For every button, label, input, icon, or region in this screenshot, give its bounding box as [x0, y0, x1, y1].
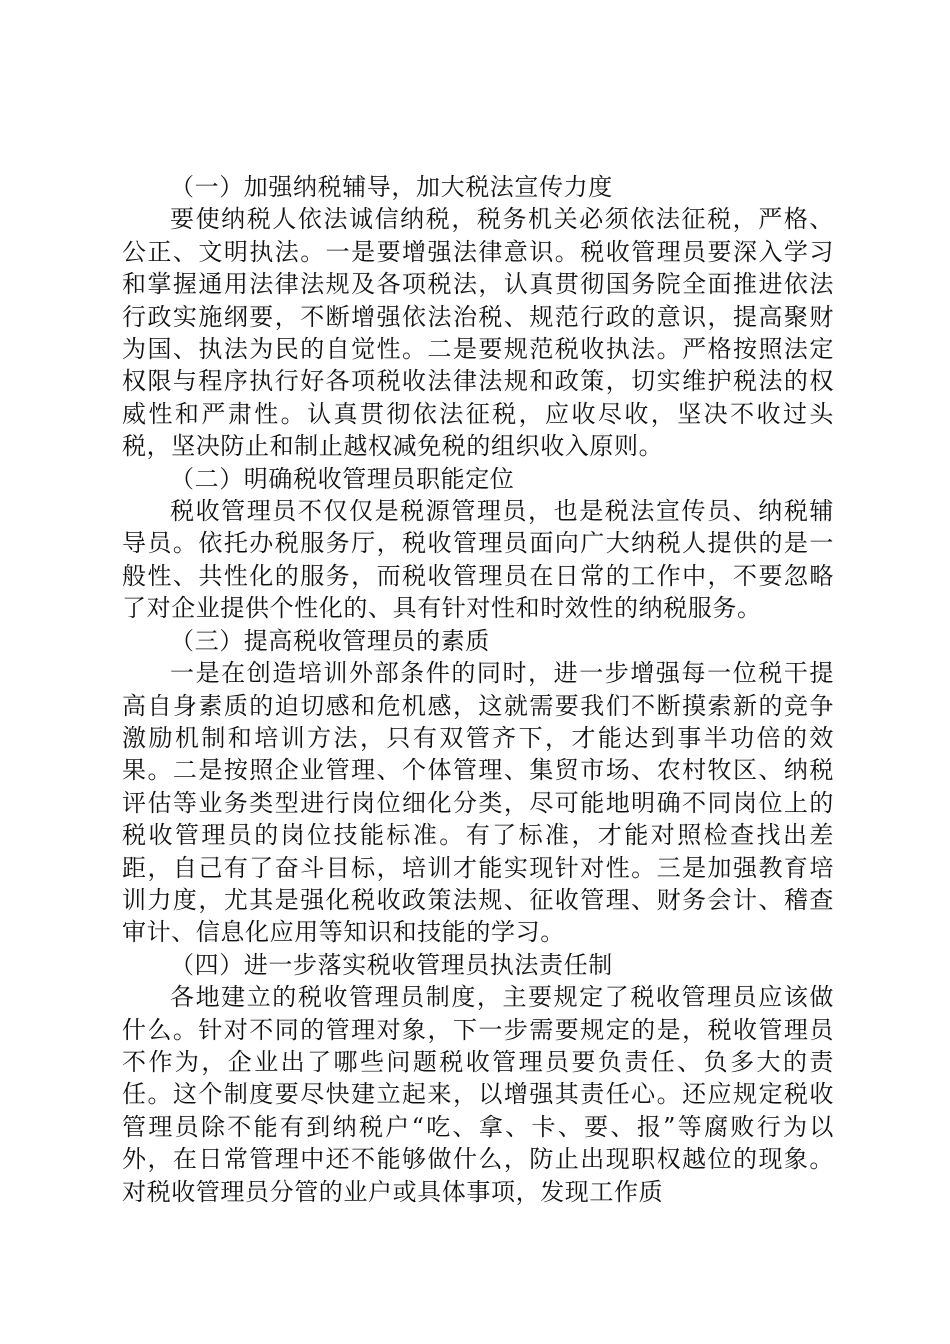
- section-paragraph-3: 一是在创造培训外部条件的同时，进一步增强每一位税干提高自身素质的迫切感和危机感，这就需要我们不断摸索新的竞争激励机制和培训方法，只有双管齐下，才能达到事半功倍的效果。二是按照企业管理、个体管理、集贸市场、农村牧区、纳税评估等业务类型进行岗位细化分类，尽可能地明确不同岗位上的税收管理员的岗位技能标准。有了标准，才能对照检查找出差距，自己有了奋斗目标，培训才能实现针对性。三是加强教育培训力度，尤其是强化税收政策法规、征收管理、财务会计、稽查审计、信息化应用等知识和技能的学习。: [122, 659, 834, 947]
- section-heading-3: （三）提高税收管理员的素质: [170, 626, 490, 655]
- section-paragraph-2: 税收管理员不仅仅是税源管理员，也是税法宣传员、纳税辅导员。依托办税服务厅，税收管理员面向广大纳税人提供的是一般性、共性化的服务，而税收管理员在日常的工作中，不要忽略了对企业提供个性化的、具有针对性和时效性的纳税服务。: [122, 497, 834, 623]
- section-heading-2: （二）明确税收管理员职能定位: [170, 464, 515, 493]
- section-heading-1: （一）加强纳税辅导，加大税法宣传力度: [170, 173, 613, 201]
- section-paragraph-4: 各地建立的税收管理员制度，主要规定了税收管理员应该做什么。针对不同的管理对象，下一步需要规定的是，税收管理员不作为，企业出了哪些问题税收管理员要负责任、负多大的责任。这个制度要尽快建立起来，以增强其责任心。还应规定税收管理员除不能有到纳税户“吃、拿、卡、要、报”等腐败行为以外，在日常管理中还不能够做什么，防止出现职权越位的现象。对税收管理员分管的业户或具体事项，发现工作质: [122, 983, 834, 1206]
- section-heading-4: （四）进一步落实税收管理员执法责任制: [170, 950, 613, 979]
- section-paragraph-1: 要使纳税人依法诚信纳税，税务机关必须依法征税，严格、公正、文明执法。一是要增强法律意识。税收管理员要深入学习和掌握通用法律法规及各项税法，认真贯彻国务院全面推进依法行政实施纲要，不断增强依法治税、规范行政的意识，提高聚财为国、执法为民的自觉性。二是要规范税收执法。严格按照法定权限与程序执行好各项税收法律法规和政策，切实维护税法的权威性和严肃性。认真贯彻依法征税，应收尽收，坚决不收过头税，坚决防止和制止越权减免税的组织收入原则。: [122, 205, 834, 461]
- document-body: [122, 171, 834, 1208]
